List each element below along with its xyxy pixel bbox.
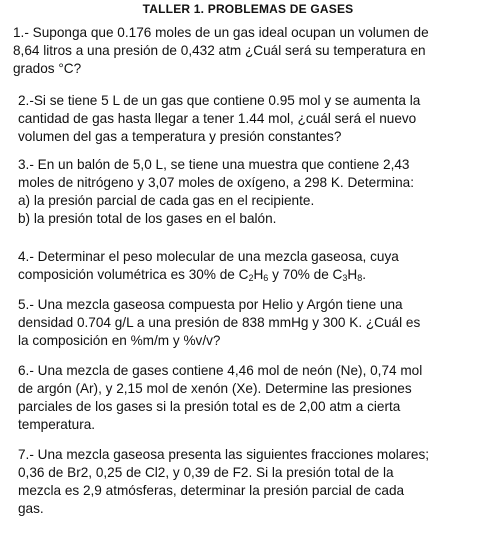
problem-7-line-4: gas. bbox=[18, 501, 44, 516]
problem-1-line-3: grados °C? bbox=[13, 61, 82, 76]
problem-6-line-3: parciales de los gases si la presión total es de 2,00 atm a cierta bbox=[18, 399, 401, 414]
problem-4-line-2 bbox=[18, 266, 480, 285]
problem-7-line-2: 0,36 de Br2, 0,25 de Cl2, y 0,39 de F2. Si la presión total de la bbox=[18, 465, 394, 480]
subscript-h6: 6 bbox=[263, 273, 269, 283]
problem-5 bbox=[18, 296, 480, 350]
problem-4-text-c: y 70% de C bbox=[268, 267, 343, 282]
problem-4-text-b: H bbox=[253, 267, 264, 282]
problem-7-line-3: mezcla es 2,9 atmósferas, determinar la presión parcial de cada bbox=[18, 483, 405, 498]
problem-4-text-a: composición volumétrica es 30% de C bbox=[18, 267, 249, 282]
problem-3-line-2: moles de nitrógeno y 3,07 moles de oxígeno, a 298 K. Determina: bbox=[18, 175, 414, 190]
page-title: TALLER 1. PROBLEMAS DE GASES bbox=[142, 2, 354, 16]
problem-5-line-1: 5.- Una mezcla gaseosa compuesta por Helio y Argón tiene una bbox=[18, 297, 403, 312]
problem-7-line-1: 7.- Una mezcla gaseosa presenta las siguientes fracciones molares; bbox=[18, 447, 430, 462]
problem-5-line-3: la composición en %m/m y %v/v? bbox=[18, 333, 221, 348]
problem-3 bbox=[18, 156, 480, 228]
problem-3-line-1: 3.- En un balón de 5,0 L, se tiene una muestra que contiene 2,43 bbox=[18, 157, 410, 172]
problem-1-line-2: 8,64 litros a una presión de 0,432 atm ¿Cuál será su temperatura en bbox=[13, 43, 426, 58]
problem-4-text-e: . bbox=[362, 267, 367, 282]
problem-6-line-4: temperatura. bbox=[18, 417, 96, 432]
problem-5-line-2: densidad 0.704 g/L a una presión de 838 mmHg y 300 K. ¿Cuál es bbox=[18, 315, 421, 330]
problem-4-line-1: 4.- Determinar el peso molecular de una mezcla gaseosa, cuya bbox=[18, 249, 399, 264]
problem-6-line-1: 6.- Una mezcla de gases contiene 4,46 mol de neón (Ne), 0,74 mol bbox=[18, 363, 423, 378]
problem-6-line-2: de argón (Ar), y 2,15 mol de xenón (Xe). Determine las presiones bbox=[18, 381, 412, 396]
problem-3-part-b: b) la presión total de los gases en el balón. bbox=[18, 211, 277, 226]
problem-1-line-1: 1.- Suponga que 0.176 moles de un gas ideal ocupan un volumen de bbox=[13, 25, 429, 40]
problem-6 bbox=[18, 362, 480, 434]
problem-2-line-2: cantidad de gas hasta llegar a tener 1.44 mol, ¿cuál será el nuevo bbox=[18, 111, 417, 126]
problem-7 bbox=[18, 446, 480, 518]
problem-3-part-a: a) la presión parcial de cada gas en el recipiente. bbox=[18, 193, 315, 208]
problem-4 bbox=[18, 248, 480, 285]
subscript-h8: 8 bbox=[357, 273, 363, 283]
problem-1 bbox=[13, 24, 483, 78]
problem-4-text-d: H bbox=[347, 267, 358, 282]
problem-2-line-1: 2.-Si se tiene 5 L de un gas que contiene 0.95 mol y se aumenta la bbox=[18, 93, 421, 108]
subscript-c2: 2 bbox=[248, 273, 254, 283]
problem-2 bbox=[18, 92, 480, 146]
subscript-c3: 3 bbox=[342, 273, 348, 283]
problem-2-line-3: volumen del gas a temperatura y presión constantes? bbox=[18, 129, 342, 144]
